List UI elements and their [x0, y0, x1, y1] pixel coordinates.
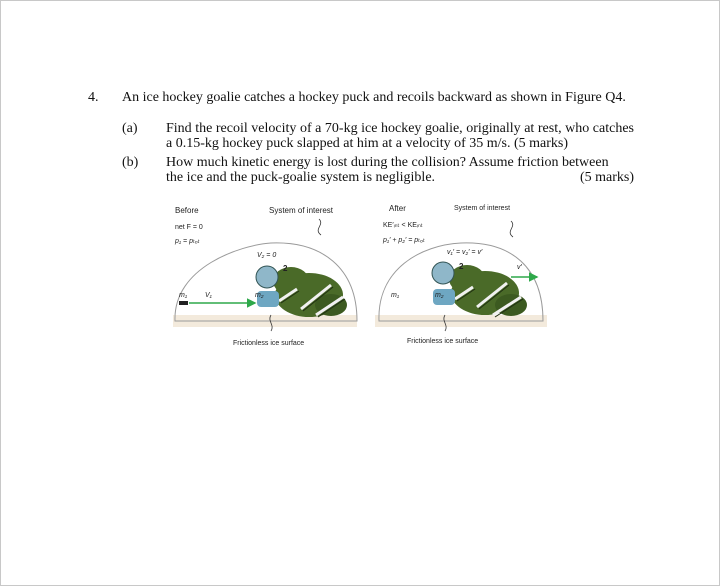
part-b-line1: How much kinetic energy is lost during the collision? Assume friction between	[166, 155, 609, 170]
goalie-before	[256, 264, 347, 317]
question-stem: An ice hockey goalie catches a hockey puck and recoils backward as shown in Figure Q4.	[122, 90, 626, 105]
before-panel	[173, 206, 357, 347]
part-a-body: Find the recoil velocity of a 70-kg ice hockey goalie, originally at rest, who catches a 0.15-kg hockey puck slapped at him at a velocity of 35 m/s.	[166, 121, 634, 151]
after-line1: KE′ᵢₙₜ < KEᵢₙₜ	[383, 222, 423, 229]
before-system-label: System of interest	[269, 206, 334, 215]
puck-before	[179, 301, 188, 305]
figure-q4	[171, 197, 549, 351]
before-line2: p₁ = pₜₒₜ	[175, 238, 200, 245]
after-m1-label: m₁	[391, 292, 400, 299]
goalie-helmet-before	[256, 266, 278, 288]
after-panel	[375, 204, 547, 345]
after-line2: p₁′ + p₂′ = pₜₒₜ	[383, 237, 426, 244]
part-a-label: (a)	[122, 121, 138, 136]
question-number: 4.	[88, 90, 99, 105]
before-line1: net F = 0	[175, 224, 203, 231]
part-b-label: (b)	[122, 155, 139, 170]
before-surface-label: Frictionless ice surface	[233, 340, 305, 347]
after-system-label: System of interest	[454, 205, 511, 212]
part-b-line2-row	[166, 170, 634, 185]
system-pointer-after	[510, 221, 513, 237]
after-surface-label: Frictionless ice surface	[407, 338, 479, 345]
before-m1-label: m₁	[179, 292, 188, 299]
system-pointer-before	[318, 219, 321, 235]
part-b-marks: (5 marks)	[579, 170, 634, 185]
before-heading: Before	[175, 206, 199, 215]
before-v2-label: V₂ = 0	[257, 252, 277, 259]
after-heading: After	[389, 204, 406, 213]
svg-text:2: 2	[459, 262, 464, 271]
part-a-marks: (5 marks)	[513, 136, 569, 151]
after-vprime-label: v′	[517, 264, 522, 271]
part-b-line2: the ice and the puck-goalie system is negligible.	[166, 170, 436, 185]
svg-text:2: 2	[283, 264, 288, 273]
goalie-helmet-after	[432, 262, 454, 284]
part-a-text	[166, 121, 634, 151]
after-velocity-label: v₁′ = v₂′ = v′	[447, 249, 483, 256]
figure-q4-illustration	[171, 197, 549, 351]
after-m2-label: m₂	[435, 292, 444, 299]
before-m2-label: m₂	[255, 292, 264, 299]
before-v1-label: V₁	[205, 292, 212, 299]
part-b-text	[166, 155, 634, 185]
goalie-after	[432, 262, 527, 317]
